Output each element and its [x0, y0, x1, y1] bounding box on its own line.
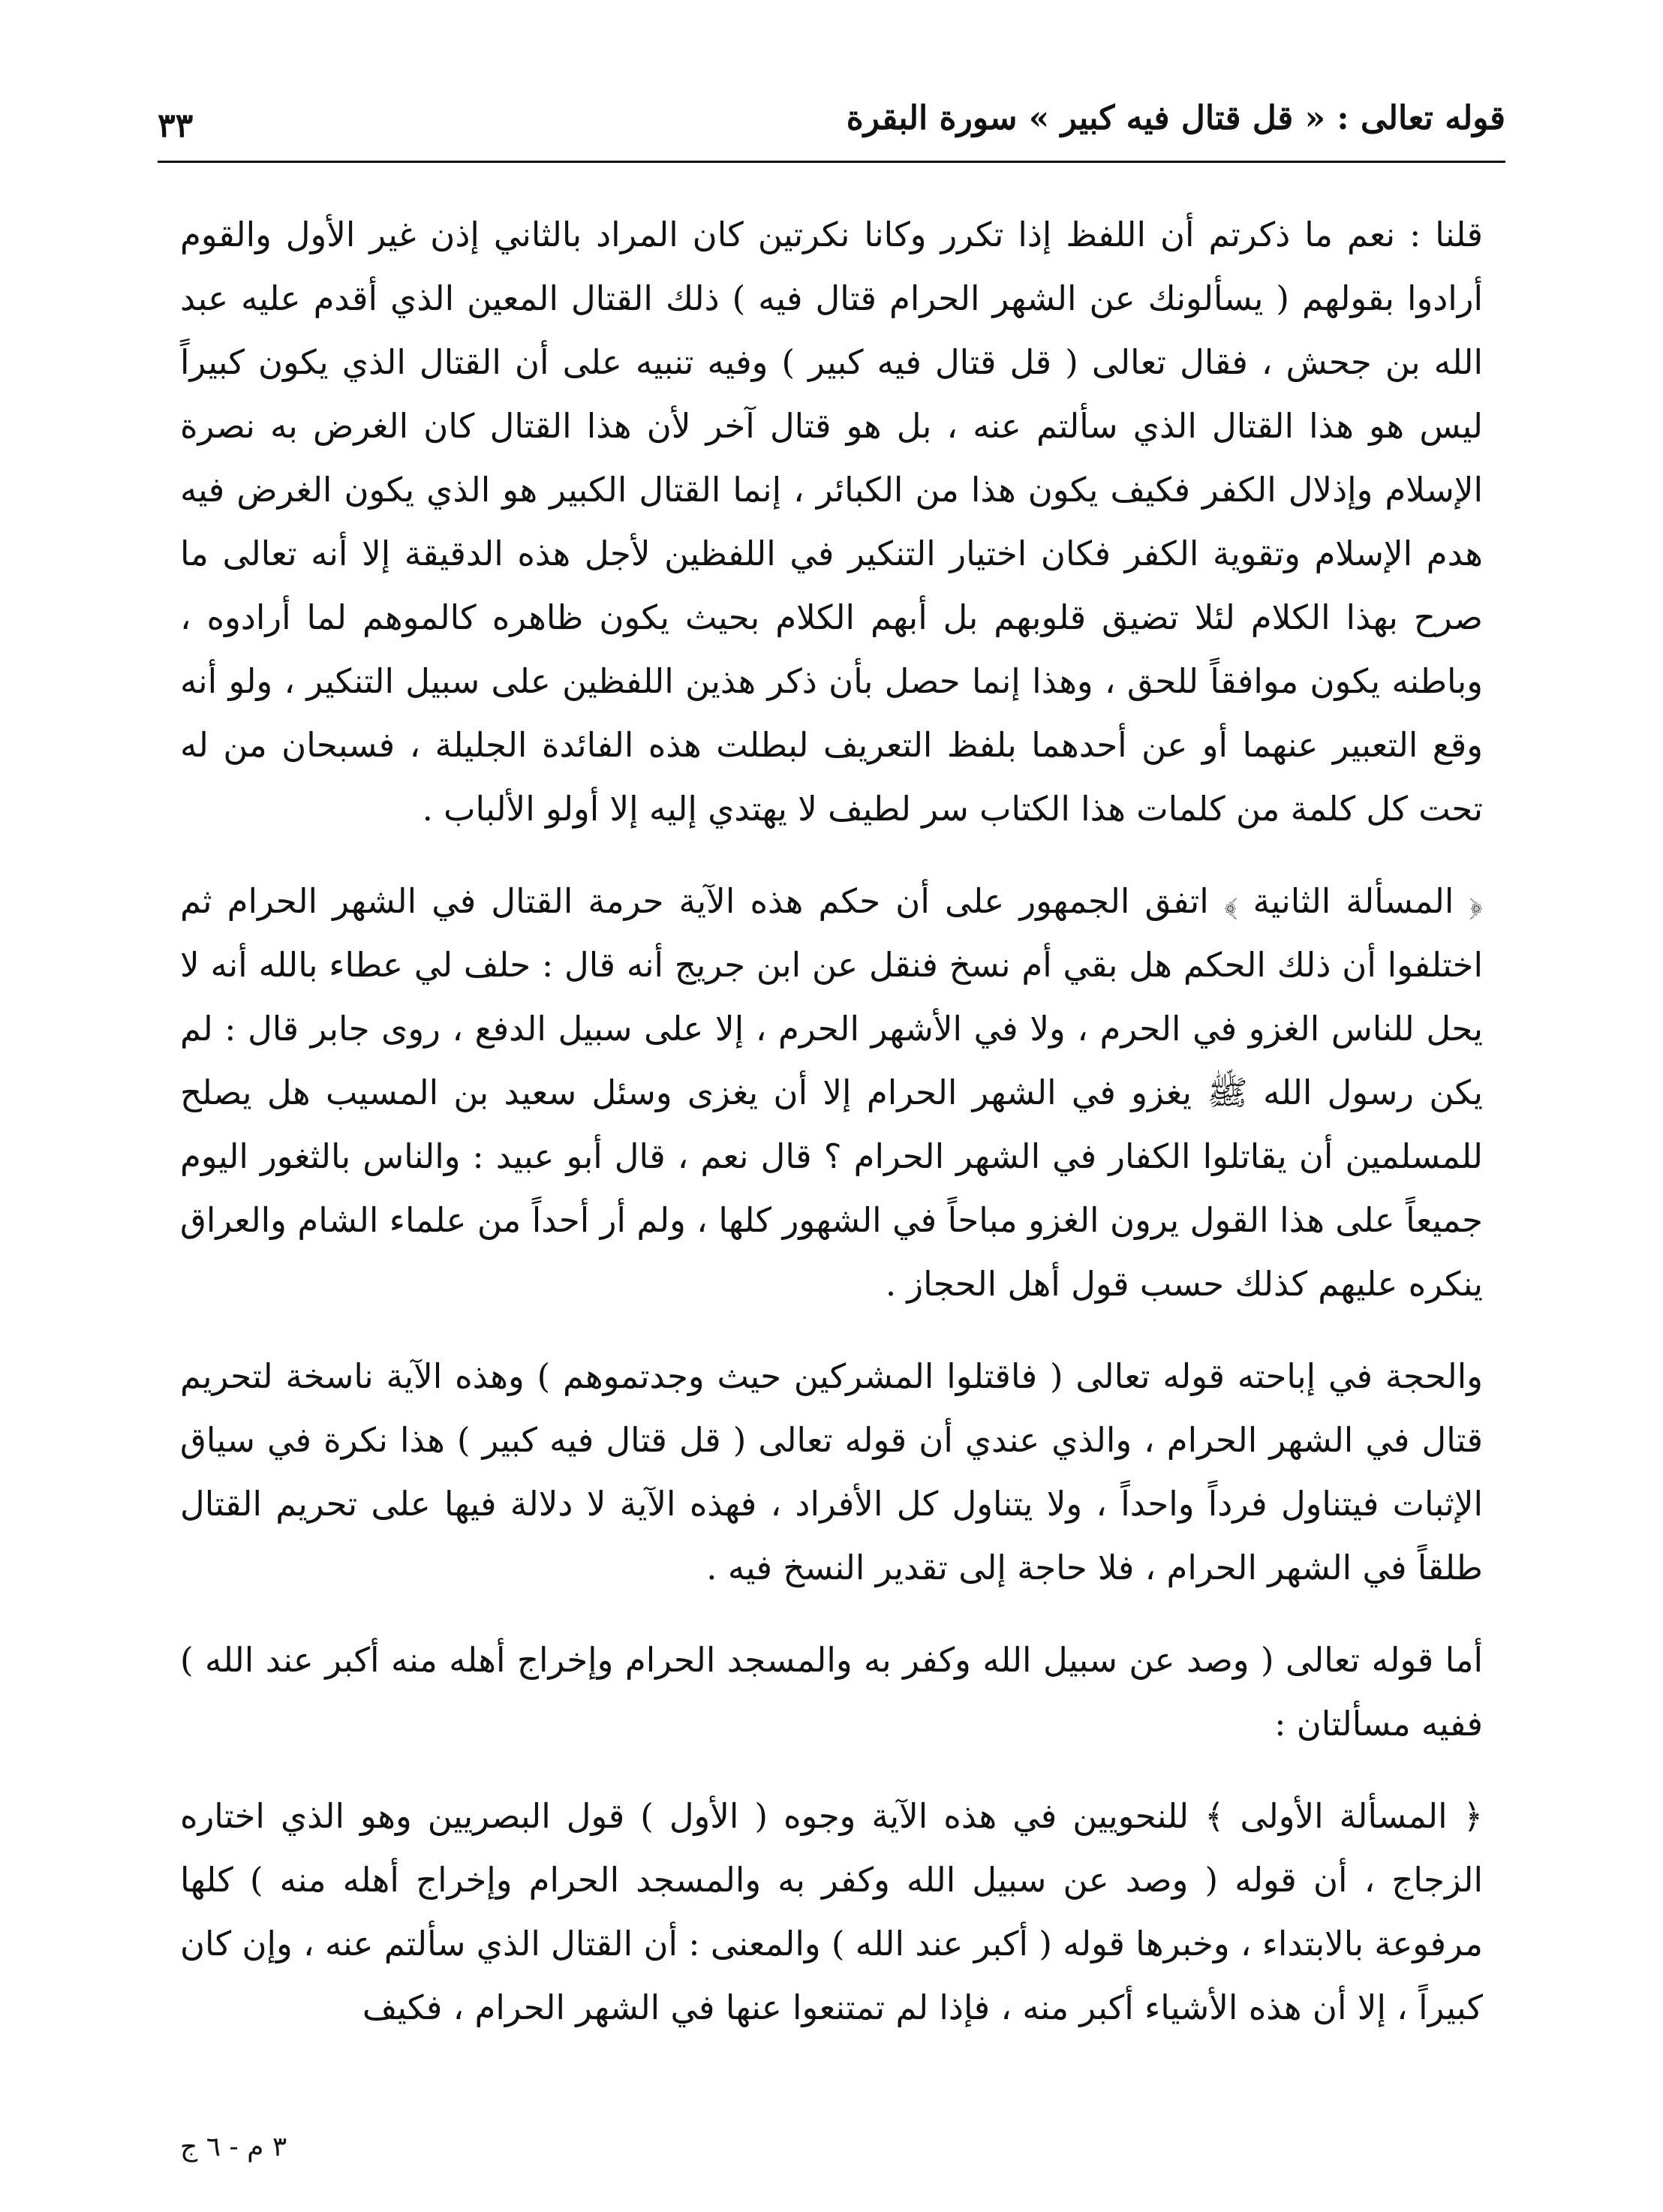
- running-title: قوله تعالى : « قل قتال فيه كبير » سورة البقرة: [846, 99, 1505, 137]
- printer-signature: ٣ م - ٦ ج: [180, 2132, 287, 2162]
- header-divider: [158, 161, 1505, 163]
- paragraph: والحجة في إباحته قوله تعالى ( فاقتلوا المشركين حيث وجدتموهم ) وهذه الآية ناسخة لتحريم قتال في الشهر الحرام ، والذي عندي أن قوله تعالى ( قل قتال فيه كبير ) هذا نكرة في سياق الإثبات فيتناول فرداً واحداً ، ولا يتناول كل الأفراد ، فهذه الآية لا دلالة فيها على تحريم القتال طلقاً في الشهر الحرام ، فلا حاجة إلى تقدير النسخ فيه .: [180, 1356, 1483, 1588]
- page-number: ٣٣: [158, 107, 194, 145]
- paragraph: قلنا : نعم ما ذكرتم أن اللفظ إذا تكرر وكانا نكرتين كان المراد بالثاني إذن غير الأول والقوم أرادوا بقولهم ( يسألونك عن الشهر الحرام قتال فيه ) ذلك القتال المعين الذي أقدم عليه عبد الله بن جحش ، فقال تعالى ( قل قتال فيه كبير ) وفيه تنبيه على أن القتال الذي يكون كبيراً ليس هو هذا القتال الذي سألتم عنه ، بل هو قتال آخر لأن هذا القتال كان الغرض به نصرة الإسلام وإذلال الكفر فكيف يكون هذا من الكبائر ، إنما القتال الكبير هو الذي يكون الغرض فيه هدم الإسلام وتقوية الكفر فكان اختيار التنكير في اللفظين لأجل هذه الدقيقة إلا أنه تعالى ما صرح بهذا الكلام لئلا تضيق قلوبهم بل أبهم الكلام بحيث يكون ظاهره كالموهم لما أرادوه ، وباطنه يكون موافقاً للحق ، وهذا إنما حصل بأن ذكر هذين اللفظين على سبيل التنكير ، ولو أنه وقع التعبير عنهما أو عن أحدهما بلفظ التعريف لبطلت هذه الفائدة الجليلة ، فسبحان من له تحت كل كلمة من كلمات هذا الكتاب سر لطيف لا يهتدي إليه إلا أولو الألباب .: [180, 215, 1484, 829]
- page-header: [158, 90, 1505, 155]
- body-text: [180, 203, 1483, 2039]
- paragraph: ﴿ المسألة الأولى ﴾ للنحويين في هذه الآية وجوه ( الأول ) قول البصريين وهو الذي اختاره الزجاج ، أن قوله ( وصد عن سبيل الله وكفر به والمسجد الحرام وإخراج أهله منه ) كلها مرفوعة بالابتداء ، وخبرها قوله ( أكبر عند الله ) والمعنى : أن القتال الذي سألتم عنه ، وإن كان كبيراً ، إلا أن هذه الأشياء أكبر منه ، فإذا لم تمتنعوا عنها في الشهر الحرام ، فكيف: [180, 1796, 1483, 2027]
- paragraph: أما قوله تعالى ( وصد عن سبيل الله وكفر به والمسجد الحرام وإخراج أهله منه أكبر عند الله ) ففيه مسألتان :: [180, 1640, 1483, 1744]
- paragraph: ﴿ المسألة الثانية ﴾ اتفق الجمهور على أن حكم هذه الآية حرمة القتال في الشهر الحرام ثم اختلفوا أن ذلك الحكم هل بقي أم نسخ فنقل عن ابن جريج أنه قال : حلف لي عطاء بالله أنه لا يحل للناس الغزو في الحرم ، ولا في الأشهر الحرم ، إلا على سبيل الدفع ، روى جابر قال : لم يكن رسول الله ﷺ يغزو في الشهر الحرام إلا أن يغزى وسئل سعيد بن المسيب هل يصلح للمسلمين أن يقاتلوا الكفار في الشهر الحرام ؟ قال نعم ، قال أبو عبيد : والناس بالثغور اليوم جميعاً على هذا القول يرون الغزو مباحاً في الشهور كلها ، ولم أر أحداً من علماء الشام والعراق ينكره عليهم كذلك حسب قول أهل الحجاز .: [180, 881, 1483, 1304]
